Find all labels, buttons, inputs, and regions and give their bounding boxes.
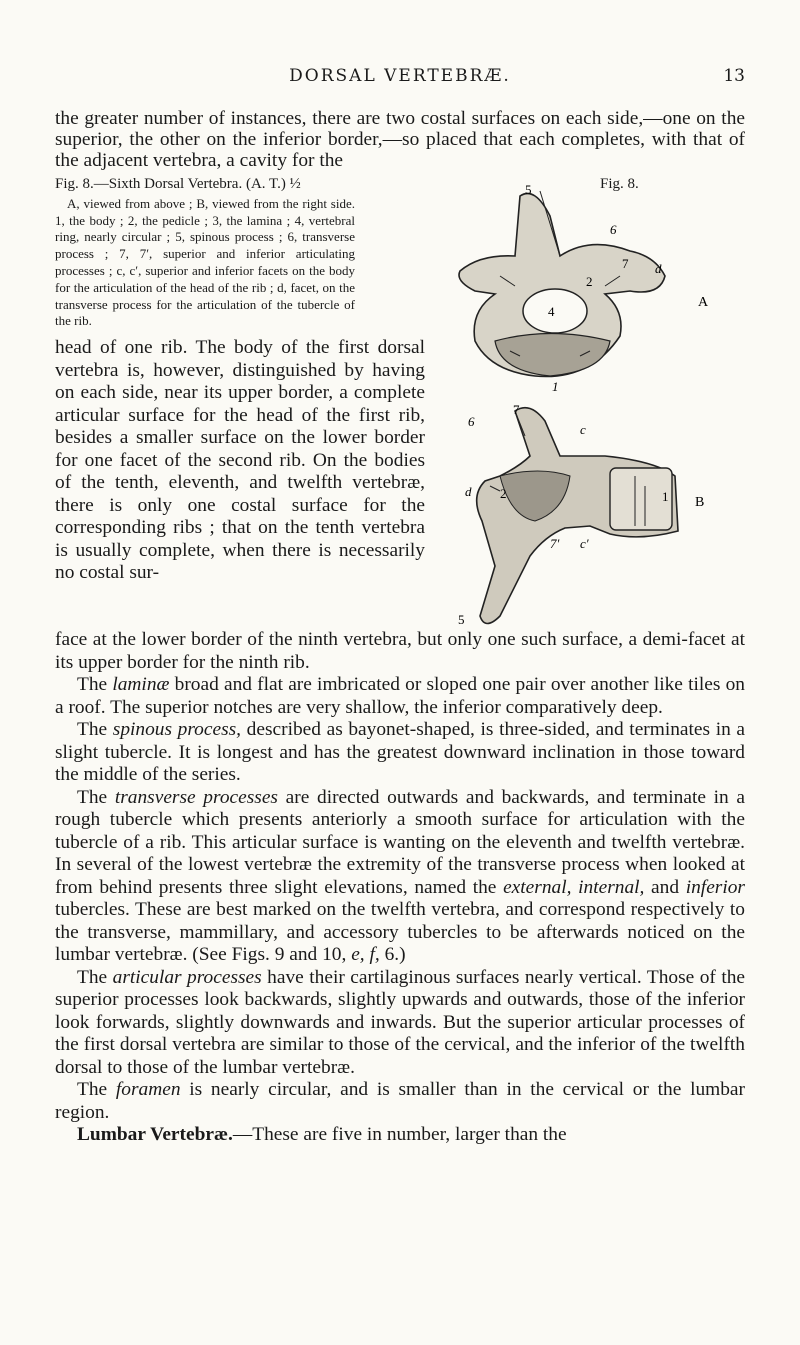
term-foramen: foramen — [115, 1079, 181, 1100]
term-transverse: transverse processes — [114, 786, 278, 808]
mark-2: 2 — [586, 274, 593, 289]
term-external: external, — [503, 876, 572, 898]
text-run: described as bayonet-shaped, is three-sided, and terminates in a slight tubercle. It is longest and has the greatest downward inclination in those toward the middle of the series. — [55, 719, 746, 785]
text-run: are directed outwards and backwards, and terminate in a rough tubercle which presents anteriorly a smooth surface for articulation with the tubercle of a rib. This articular surface is wanting on the eleventh and twelfth vertebræ. In several of the lowest vertebræ the extremity of the transverse process when looked at from behind presents three slight elevations, named the — [55, 786, 745, 898]
text-run: broad and flat are imbricated or sloped one pair over another like tiles on a roof. The superior notches are very shallow, the inferior comparatively deep. — [55, 674, 745, 718]
mark-7: 7 — [622, 256, 629, 271]
running-head: DORSAL VERTEBRÆ. — [289, 66, 511, 86]
lumbar-paragraph — [55, 1124, 745, 1147]
figure-caption-title: Fig. 8.—Sixth Dorsal Vertebra. (A. T.) ½ — [55, 176, 301, 192]
vertebra-illustration — [440, 176, 720, 636]
figure-caption — [55, 176, 355, 330]
vertebra-figure — [440, 176, 720, 636]
continuation-paragraph: face at the lower border of the ninth vertebra, but only one such surface, a demi-facet at its upper border for the ninth rib. — [55, 629, 745, 673]
text-run: The — [77, 786, 115, 808]
fig-refs: e, f, — [351, 944, 380, 965]
figure-caption-text: A, viewed from above ; B, viewed from the right side. 1, the body ; 2, the pedicle ; 3, the lamina ; 4, vertebral ring, nearly circular ; 5, spinous process ; 6, transverse process ; 7, 7′, superior and inferior articulating processes ; c, c′, superior and inferior facets on the body for the articulation of the head of the rib ; d, facet, on the transverse process for the articulation of the tubercle of the rib. — [55, 195, 355, 329]
text-run: is nearly circular, and is smaller than in the cervical or the lumbar region. — [55, 1079, 745, 1123]
mark-b-1: 1 — [662, 489, 669, 504]
view-b-label: B — [695, 495, 705, 510]
mark-b-d: d — [465, 484, 472, 499]
mark-5: 5 — [525, 182, 532, 197]
text-run: The — [77, 719, 113, 740]
mark-d: d — [655, 261, 662, 276]
text-run: have their cartilaginous surfaces nearly vertical. Those of the superior processes look backwards, slightly upwards and outwards, those of the inferior look forwards, slightly downwards and inwards. But the superior articular processes of the first dorsal vertebra are similar to those of the cervical, and the inferior of the twelfth dorsal to those of the lumbar vertebræ. — [55, 966, 746, 1078]
text-run: tubercles. These are best marked on the twelfth vertebra, and correspond respectively to the transverse, mammillary, and accessory tubercles to be afterwards noticed on the lumbar vertebræ. (See Figs. 9 and 10, — [55, 899, 745, 965]
term-spinous: spinous process, — [112, 719, 242, 740]
mark-b-6: 6 — [468, 414, 475, 429]
text-run: The — [77, 966, 113, 988]
text-run: 6.) — [379, 944, 406, 965]
text-run: The — [77, 674, 113, 695]
view-a-drawing — [459, 191, 665, 377]
mark-b-7-prime: 7′ — [550, 536, 560, 551]
transverse-paragraph — [55, 787, 745, 967]
mark-b-5: 5 — [458, 612, 465, 627]
figure-label: Fig. 8. — [600, 176, 639, 192]
opening-paragraph: the greater number of instances, there are two costal surfaces on each side,—one on the superior, the other on the inferior border,—so placed that each completes, with that of the adjacent vertebra, a cavity for the — [55, 108, 745, 172]
mark-b-c: c — [580, 422, 586, 437]
column-paragraph: head of one rib. The body of the first dorsal vertebra is, however, distinguished by having on each side, near its upper border, a complete articular surface for the head of the first rib, besides a smaller surface on the lower border for one facet of the second rib. On the bodies of the tenth, eleventh, and twelfth vertebræ, there is only one costal surface for the corresponding ribs ; that on the tenth vertebra is usually complete, when there is necessarily no costal sur- — [55, 337, 425, 583]
mark-6: 6 — [610, 222, 617, 237]
view-b-drawing — [477, 408, 678, 624]
term-articular: articular processes — [112, 966, 262, 988]
mark-1: 1 — [552, 379, 559, 394]
mark-4: 4 — [548, 304, 555, 319]
spinous-paragraph — [55, 719, 745, 787]
page-header — [55, 66, 745, 90]
text-run: —These are five in number, larger than the — [232, 1124, 567, 1145]
lumbar-heading: Lumbar Vertebræ. — [77, 1124, 233, 1145]
view-a-label: A — [698, 295, 709, 310]
term-laminae: laminæ — [112, 674, 170, 695]
term-inferior: inferior — [685, 876, 745, 898]
term-internal: internal, — [578, 876, 645, 898]
mark-b-2: 2 — [500, 486, 507, 501]
foramen-paragraph — [55, 1079, 745, 1124]
page-number: 13 — [723, 66, 745, 86]
mark-b-7: 7 — [513, 402, 520, 417]
articular-paragraph — [55, 967, 745, 1080]
text-run: and — [644, 876, 686, 898]
laminae-paragraph — [55, 674, 745, 719]
text-run: The — [77, 1079, 116, 1100]
mark-b-c-prime: c′ — [580, 536, 589, 551]
main-text — [55, 629, 745, 1147]
